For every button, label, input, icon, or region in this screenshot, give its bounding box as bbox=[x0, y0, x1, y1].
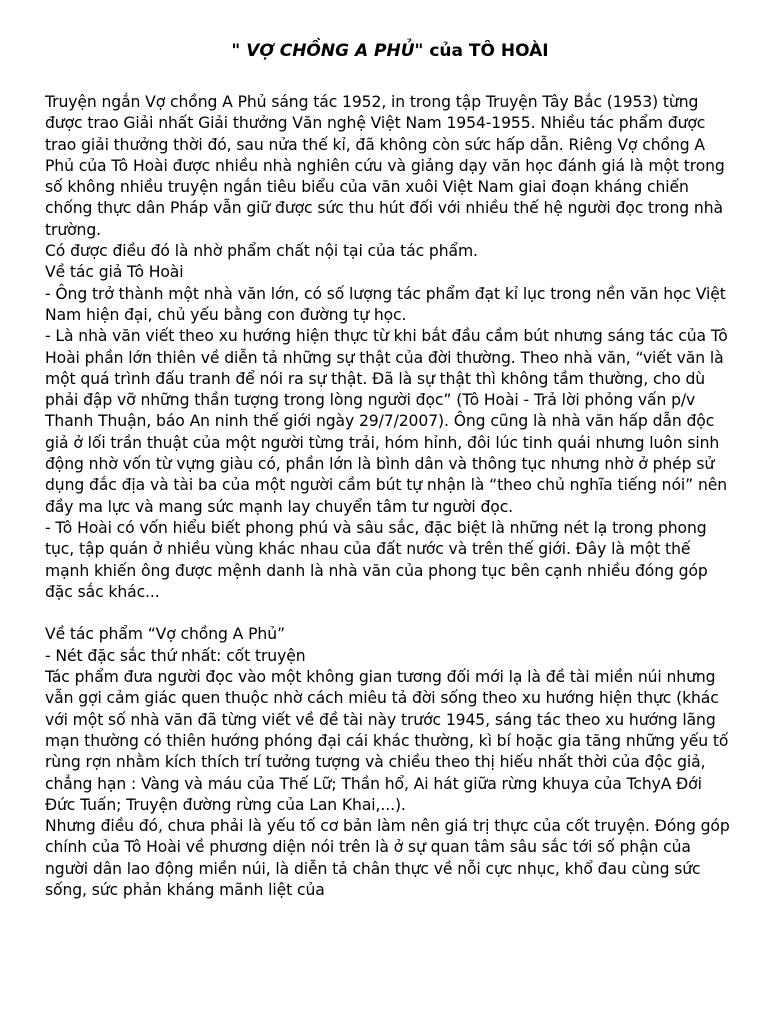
intro-conclusion-line: Có được điều đó là nhờ phẩm chất nội tại của tác phẩm. bbox=[45, 242, 478, 261]
author-point-2: - Là nhà văn viết theo xu hướng hiện thực từ khi bắt đầu cầm bút nhưng sáng tác của Tô Hoài phần lớn thiên về diễn tả những sự thật của đời thường. Theo nhà văn, “viết văn là một quá trình đấu tranh để nói ra sự thật. Đã là sự thật thì không tầm thường, cho dù phải đập vỡ những thần tượng trong lòng người đọc” (Tô Hoài - Trả lời phỏng vấn p/v Thanh Thuận, báo An ninh thế giới ngày 29/7/2007). Ông cũng là nhà văn hấp dẫn độc giả ở lối trần thuật của một người từng trải, hóm hỉnh, đôi lúc tinh quái nhưng luôn sinh động nhờ vốn từ vựng giàu có, phần lớn là bình dân và thông tục nhưng nhờ ở phép sử dụng đắc địa và tài ba của một người cầm bút tự nhận là “theo chủ nghĩa tiếng nói” nên đầy ma lực và mang sức mạnh lay chuyển tâm tư người đọc. bbox=[45, 327, 728, 516]
author-point-3: - Tô Hoài có vốn hiểu biết phong phú và sâu sắc, đặc biệt là những nét lạ trong phong tục, tập quán ở nhiều vùng khác nhau của đất nước và trên thế giới. Đây là một thế mạnh khiến ông được mệnh danh là nhà văn của phong tục bên cạnh nhiều đóng góp đặc sắc khác... bbox=[45, 518, 708, 601]
title-rest: của TÔ HOÀI bbox=[423, 41, 549, 61]
work-plot-paragraph: Tác phẩm đưa người đọc vào một không gian tương đối mới lạ là đề tài miền núi nhưng vẫn gợi cảm giác quen thuộc nhờ cách miêu tả đời sống theo xu hướng hiện thực (khác với một số nhà văn đã từng viết về đề tài này trước 1945, sáng tác theo xu hướng lãng mạn thường có thiên hướng phóng đại cái khác thường, kì bí hoặc gia tăng những yếu tố rùng rợn nhằm kích thích trí tưởng tượng và chiều theo thị hiếu nhất thời của độc giả, chẳng hạn : Vàng và máu của Thế Lữ; Thần hổ, Ai hát giữa rừng khuya của TchyA Đới Đức Tuấn; Truyện đường rừng của Lan Khai,...). bbox=[45, 668, 729, 814]
title-italic-part: " VỢ CHỒNG A PHỦ" bbox=[231, 41, 424, 61]
work-section-heading: Về tác phẩm “Vợ chồng A Phủ” bbox=[45, 625, 285, 644]
intro-paragraph: Truyện ngắn Vợ chồng A Phủ sáng tác 1952, in trong tập Truyện Tây Bắc (1953) từng được trao Giải nhất Giải thưởng Văn nghệ Việt Nam 1954-1955. Nhiều tác phẩm được trao giải thưởng thời đó, sau nửa thế kỉ, đã không còn sức hấp dẫn. Riêng Vợ chồng A Phủ của Tô Hoài được nhiều nhà nghiên cứu và giảng dạy văn học đánh giá là một trong số không nhiều truyện ngắn tiêu biểu của văn xuôi Việt Nam giai đoạn kháng chiến chống thực dân Pháp vẫn giữ được sức thu hút đối với nhiều thế hệ người đọc trong nhà trường. bbox=[45, 93, 725, 239]
work-feature-1-heading: - Nét đặc sắc thứ nhất: cốt truyện bbox=[45, 646, 306, 665]
document-title bbox=[45, 40, 735, 62]
author-section-heading: Về tác giả Tô Hoài bbox=[45, 263, 184, 282]
work-contribution-paragraph: Nhưng điều đó, chưa phải là yếu tố cơ bản làm nên giá trị thực của cốt truyện. Đóng góp chính của Tô Hoài về phương diện nói trên là ở sự quan tâm sâu sắc tới số phận của người dân lao động miền núi, là diễn tả chân thực về nỗi cực nhục, khổ đau cùng sức sống, sức phản kháng mãnh liệt của bbox=[45, 817, 730, 899]
author-point-1: - Ông trở thành một nhà văn lớn, có số lượng tác phẩm đạt kỉ lục trong nền văn học Việt Nam hiện đại, chủ yếu bằng con đường tự học. bbox=[45, 284, 726, 324]
paragraph-gap bbox=[45, 603, 735, 624]
document-page bbox=[45, 40, 735, 901]
